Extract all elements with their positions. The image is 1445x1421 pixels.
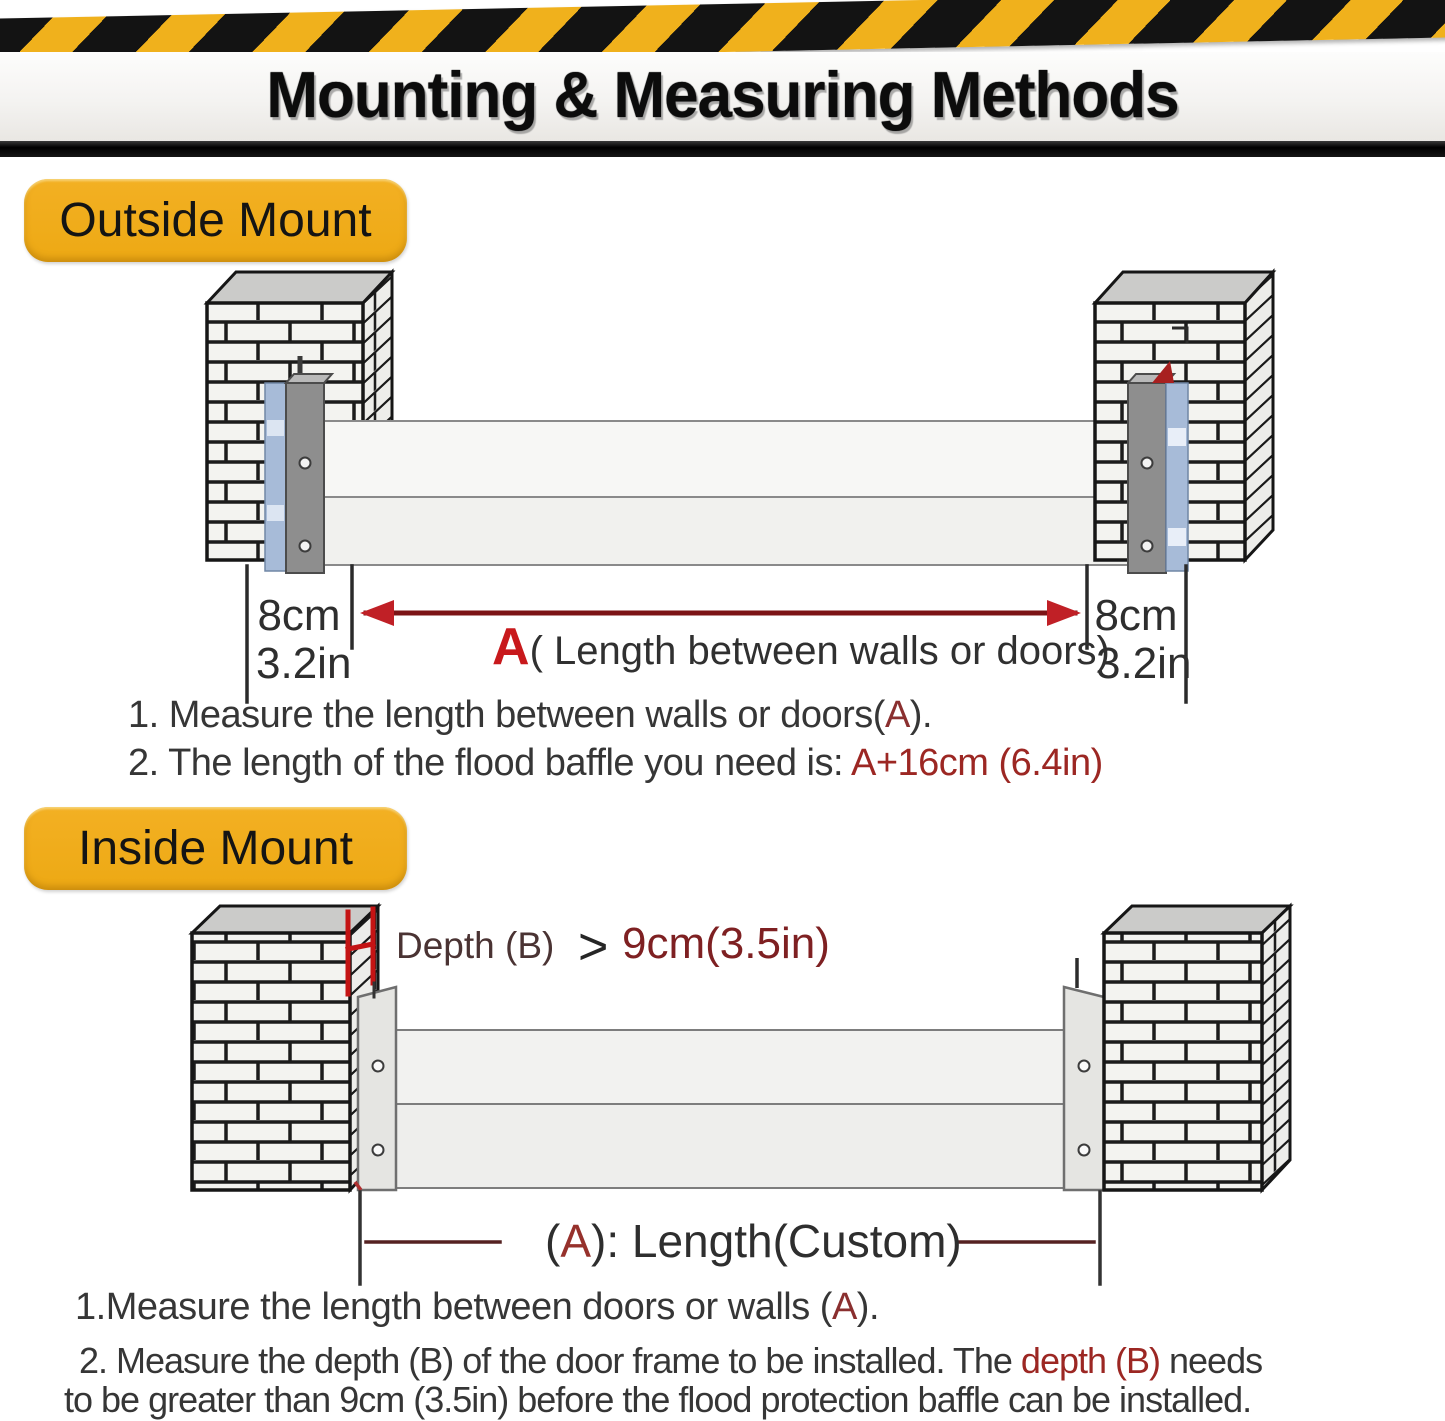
instruction-highlight: A+16cm (6.4in) — [851, 742, 1103, 784]
inside-flood-barrier — [394, 1030, 1066, 1188]
barrier-bottom-panel — [312, 497, 1138, 565]
inside-right-pillar — [1104, 906, 1290, 1190]
left-seal-tab — [267, 420, 284, 436]
instruction-text: 2. Measure the depth (B) of the door frame to be installed. The — [79, 1340, 1021, 1381]
outside-right-channel — [1128, 361, 1188, 573]
screw-hole — [300, 458, 311, 469]
inside-mount-diagram — [0, 900, 1445, 1330]
screw-hole — [300, 541, 311, 552]
right-channel-bar — [1064, 987, 1104, 1190]
left-seal-strip — [265, 383, 286, 571]
length-label-post: ): Length(Custom) — [591, 1215, 962, 1267]
inside-left-channel — [355, 987, 396, 1190]
left-pillar-front-face — [192, 933, 350, 1190]
left-pillar-top-face — [207, 272, 392, 303]
title-band — [0, 52, 1445, 141]
outside-mount-badge-label: Outside Mount — [59, 194, 372, 247]
depth-gt-sign: > — [578, 918, 609, 976]
dim-left-cm: 8cm — [257, 591, 341, 640]
depth-annotation — [396, 918, 830, 976]
instruction-text: needs — [1160, 1340, 1263, 1381]
dim-right-in: 3.2in — [1096, 639, 1192, 688]
left-seal-tab — [267, 505, 284, 521]
outside-instruction-2 — [128, 742, 1103, 785]
right-pillar-side-face — [1262, 906, 1290, 1190]
depth-label: Depth (B) — [396, 925, 555, 966]
length-label — [545, 1215, 962, 1267]
length-label-pre: ( — [545, 1215, 561, 1267]
instruction-highlight: A — [884, 694, 910, 736]
instruction-text: 1. Measure the length between walls or doors( — [128, 694, 885, 736]
dim-left-in: 3.2in — [256, 639, 352, 688]
left-channel-bar — [358, 987, 396, 1190]
instruction-text: ). — [909, 694, 933, 736]
instruction-text: 2. The length of the flood baffle you need is: — [128, 742, 851, 784]
outside-mount-diagram — [0, 260, 1445, 710]
span-label-a: A — [492, 618, 530, 676]
instruction-text: 1.Measure the length between doors or walls ( — [75, 1286, 832, 1328]
divider-bar — [0, 141, 1445, 157]
depth-value: 9cm(3.5in) — [622, 919, 830, 968]
outside-mount-badge — [24, 179, 407, 262]
outside-dimensions — [247, 566, 1191, 702]
right-pillar-top-face — [1104, 906, 1290, 933]
arrow-head-right-icon — [1047, 600, 1081, 626]
right-pillar-top-face — [1095, 272, 1273, 303]
inside-instruction-1 — [75, 1286, 879, 1329]
screw-hole — [1142, 541, 1153, 552]
span-label — [492, 618, 1110, 676]
inside-instruction-3 — [64, 1379, 1251, 1421]
barrier-top-panel — [394, 1030, 1066, 1104]
inside-right-channel — [1064, 958, 1104, 1190]
outside-left-channel — [265, 374, 332, 573]
outside-flood-barrier — [312, 421, 1138, 565]
screw-hole — [1079, 1061, 1090, 1072]
right-pillar-front-face — [1104, 933, 1262, 1190]
screw-hole — [1142, 458, 1153, 469]
right-seal-tab — [1168, 428, 1186, 446]
right-pillar-side-face — [1245, 272, 1273, 560]
page-title: Mounting & Measuring Methods — [266, 59, 1179, 132]
span-label-text: ( Length between walls or doors) — [529, 629, 1110, 673]
outside-instruction-1 — [128, 694, 932, 737]
screw-hole — [1079, 1145, 1090, 1156]
dim-right-cm: 8cm — [1094, 591, 1178, 640]
instruction-highlight: A — [831, 1286, 857, 1328]
screw-hole — [373, 1061, 384, 1072]
length-label-a: A — [560, 1215, 592, 1267]
inside-mount-badge — [24, 807, 407, 890]
arrow-head-left-icon — [360, 600, 394, 626]
barrier-bottom-panel — [394, 1104, 1066, 1188]
inside-instruction-2 — [79, 1340, 1262, 1382]
right-seal-tab — [1168, 528, 1186, 546]
screw-hole — [373, 1145, 384, 1156]
left-channel-cap — [286, 374, 332, 383]
instruction-text: ). — [856, 1286, 880, 1328]
instruction-text: to be greater than 9cm (3.5in) before the flood protection baffle can be installed. — [64, 1379, 1252, 1420]
barrier-top-panel — [312, 421, 1138, 497]
inside-dimensions — [360, 1192, 1100, 1284]
inside-mount-badge-label: Inside Mount — [78, 822, 353, 875]
instruction-highlight: depth (B) — [1020, 1340, 1160, 1381]
